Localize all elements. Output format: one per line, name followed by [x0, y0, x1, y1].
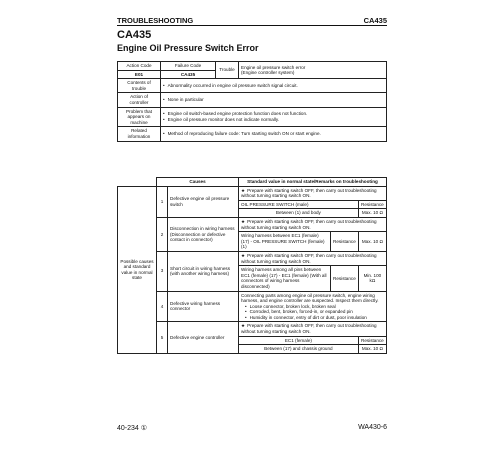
- sub-header: Resistance: [358, 200, 386, 209]
- cause-number: 2: [157, 217, 168, 251]
- failure-info-table: [117, 61, 387, 142]
- inspection-item: • Loose connector, broken lock, broken seal: [241, 304, 384, 310]
- measure-value: Max. 10 Ω: [358, 209, 386, 218]
- cause-text: Defective engine controller: [168, 322, 239, 353]
- cause-text: Defective wiring harness connector: [168, 291, 239, 322]
- inspection-text: Connecting parts among engine oil pressure switch, engine wiring harness, and engine controller are suspected. Inspect them directly.: [241, 292, 379, 304]
- problem-value: [161, 107, 387, 127]
- sub-header: EC1 (female): [239, 336, 359, 345]
- failure-subtitle: Engine Oil Pressure Switch Error: [117, 43, 259, 53]
- trouble-label: Trouble: [216, 62, 239, 79]
- action-value: • None in particular: [161, 93, 387, 107]
- measure-value: Max. 10 Ω: [358, 232, 386, 252]
- related-value: • Method of reproducing failure code: Turn starting switch ON or start engine.: [161, 127, 387, 141]
- failure-code-title: CA435: [117, 29, 152, 41]
- cause-text: Disconnection in wiring harness (Disconnection or defective contact in connector): [168, 217, 239, 251]
- problem-item: • Engine oil pressure monitor does not indicate normally.: [163, 117, 384, 123]
- trouble-line: (Engine controller system): [241, 70, 295, 76]
- measure-point: Between (1) and body: [239, 209, 359, 218]
- contents-label: Contents of trouble: [118, 79, 161, 93]
- measure-point: Between (17) and chassis ground: [239, 345, 359, 354]
- trouble-line: Engine oil pressure switch error: [241, 64, 306, 70]
- related-label: Related information: [118, 127, 161, 141]
- page-number: 40-234 ①: [117, 425, 148, 432]
- action-code-label: Action Code: [118, 62, 161, 71]
- inspection-item: • Humidity in connector, entry of dirt or dust, poor insulation: [241, 315, 384, 321]
- standard-header: Standard value in normal state/Remarks on troubleshooting: [239, 178, 387, 187]
- action-code-value: E01: [118, 70, 161, 79]
- cause-text: Defective engine oil pressure switch: [168, 186, 239, 217]
- cause-inspection: [239, 291, 387, 322]
- inspection-item: • Corroded, bent, broken, forced-in, or expanded pin: [241, 309, 384, 315]
- action-label: Action of controller: [118, 93, 161, 107]
- cause-number: 4: [157, 291, 168, 322]
- cause-note: ★ Prepare with starting switch OFF, then carry out troubleshooting without turning starting switch ON.: [239, 322, 387, 336]
- cause-number: 5: [157, 322, 168, 353]
- section-header: TROUBLESHOOTING: [117, 16, 194, 25]
- measure-label: Resistance: [331, 266, 359, 291]
- document-code: WA430-6: [358, 424, 387, 431]
- failure-code-label: Failure Code: [161, 62, 216, 71]
- cause-text: Short circuit in wiring harness (with another wiring harness): [168, 251, 239, 291]
- cause-number: 3: [157, 251, 168, 291]
- cause-note: ★ Prepare with starting switch OFF, then carry out troubleshooting without turning starting switch ON.: [239, 251, 387, 265]
- problem-label: Problem that appears on machine: [118, 107, 161, 127]
- cause-note: ★ Prepare with starting switch OFF, then carry out troubleshooting without turning starting switch ON.: [239, 217, 387, 231]
- measure-point: Wiring harness between EC1 (female) (17) - OIL PRESSURE SWITCH (female) (1): [239, 232, 331, 252]
- failure-code-value: CA435: [161, 70, 216, 79]
- trouble-description: [239, 62, 387, 79]
- measure-value: Min. 100 kΩ: [358, 266, 386, 291]
- causes-table: [117, 177, 387, 354]
- contents-value: • Abnormality occurred in engine oil pressure switch signal circuit.: [161, 79, 387, 93]
- cause-note: ★ Prepare with starting switch OFF, then carry out troubleshooting without turning starting switch ON.: [239, 186, 387, 200]
- header-rule: [117, 25, 387, 26]
- problem-item: • Engine oil switch-based engine protection function does not function.: [163, 111, 384, 117]
- measure-label: Resistance: [331, 232, 359, 252]
- measure-point: Wiring harness among all pins between EC1 (female) (17) - EC1 (female) (With all connectors of wiring harness disconnected): [239, 266, 331, 291]
- causes-header: Causes: [157, 178, 239, 187]
- cause-number: 1: [157, 186, 168, 217]
- header-code: CA435: [363, 16, 387, 25]
- measure-value: Max. 10 Ω: [358, 345, 386, 354]
- sub-header: Resistance: [358, 336, 386, 345]
- sub-header: OIL PRESSURE SWITCH (male): [239, 200, 359, 209]
- possible-causes-label: Possible causes and standard value in normal state: [118, 186, 157, 353]
